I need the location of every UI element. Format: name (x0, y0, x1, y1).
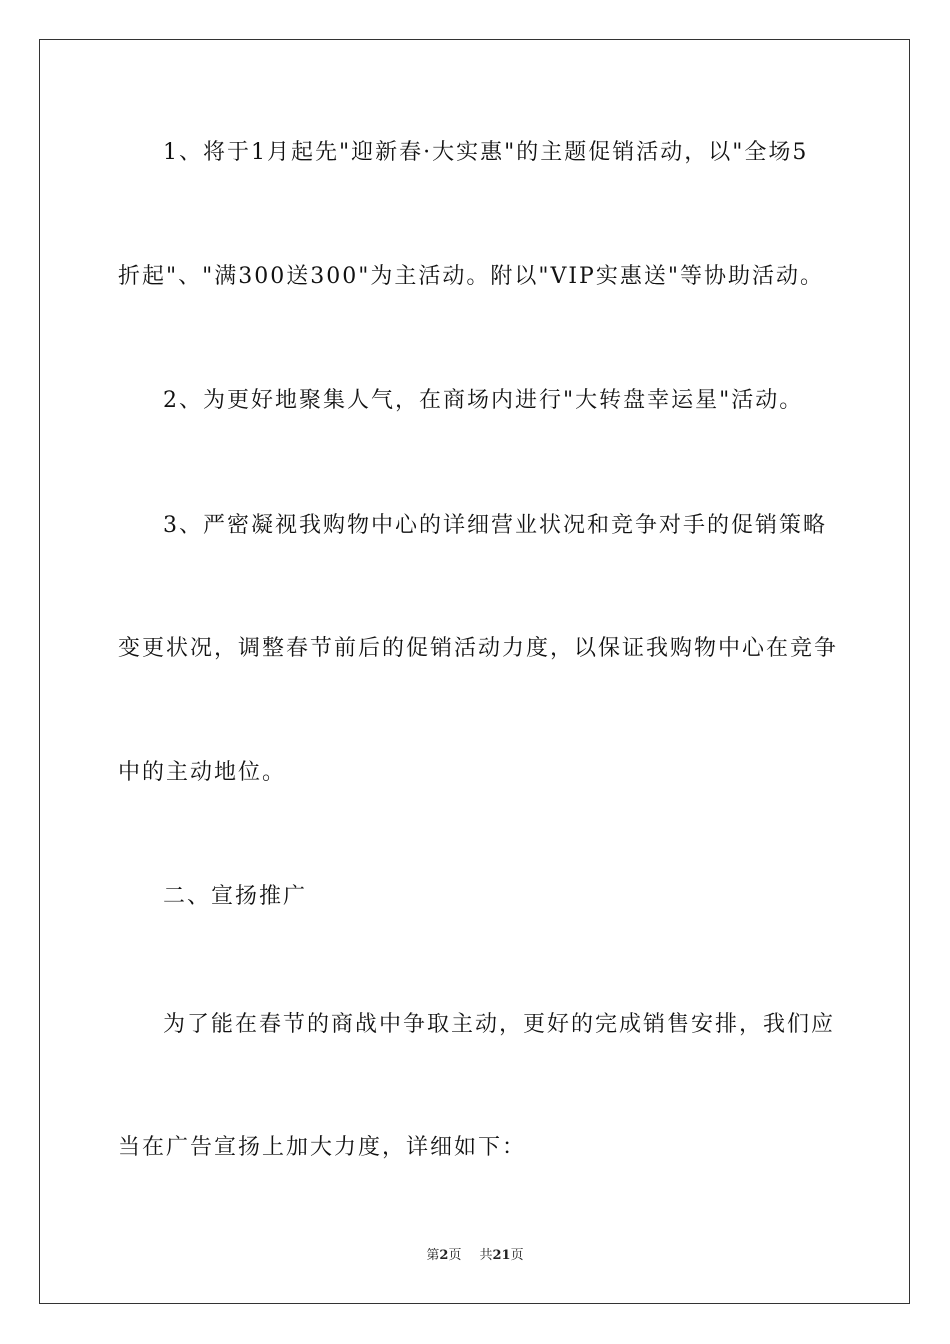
page-footer (0, 1247, 950, 1265)
paragraph-1-line-1: 1、将于1月起先"迎新春·大实惠"的主题促销活动，以"全场5 (163, 140, 809, 165)
total-suffix: 页 (510, 1248, 524, 1263)
paragraph-3-line-3: 中的主动地位。 (118, 760, 287, 785)
paragraph-2-line-1: 2、为更好地聚集人气，在商场内进行"大转盘幸运星"活动。 (163, 388, 804, 413)
page-border (39, 39, 910, 1304)
paragraph-3-line-1: 3、严密凝视我购物中心的详细营业状况和竞争对手的促销策略 (163, 513, 827, 538)
total-pages: 21 (492, 1248, 511, 1263)
section-heading: 二、宣扬推广 (163, 884, 308, 909)
page-prefix: 第 (426, 1248, 440, 1263)
paragraph-3-line-2: 变更状况，调整春节前后的促销活动力度，以保证我购物中心在竞争 (118, 636, 839, 661)
page-suffix: 页 (448, 1248, 462, 1263)
total-prefix: 共 (479, 1248, 493, 1263)
paragraph-4-line-2: 当在广告宣扬上加大力度，详细如下： (118, 1135, 527, 1160)
page-number: 2 (439, 1248, 449, 1263)
paragraph-4-line-1: 为了能在春节的商战中争取主动，更好的完成销售安排，我们应 (163, 1012, 836, 1037)
paragraph-1-line-2: 折起"、"满300送300"为主活动。附以"VIP实惠送"等协助活动。 (118, 264, 824, 289)
